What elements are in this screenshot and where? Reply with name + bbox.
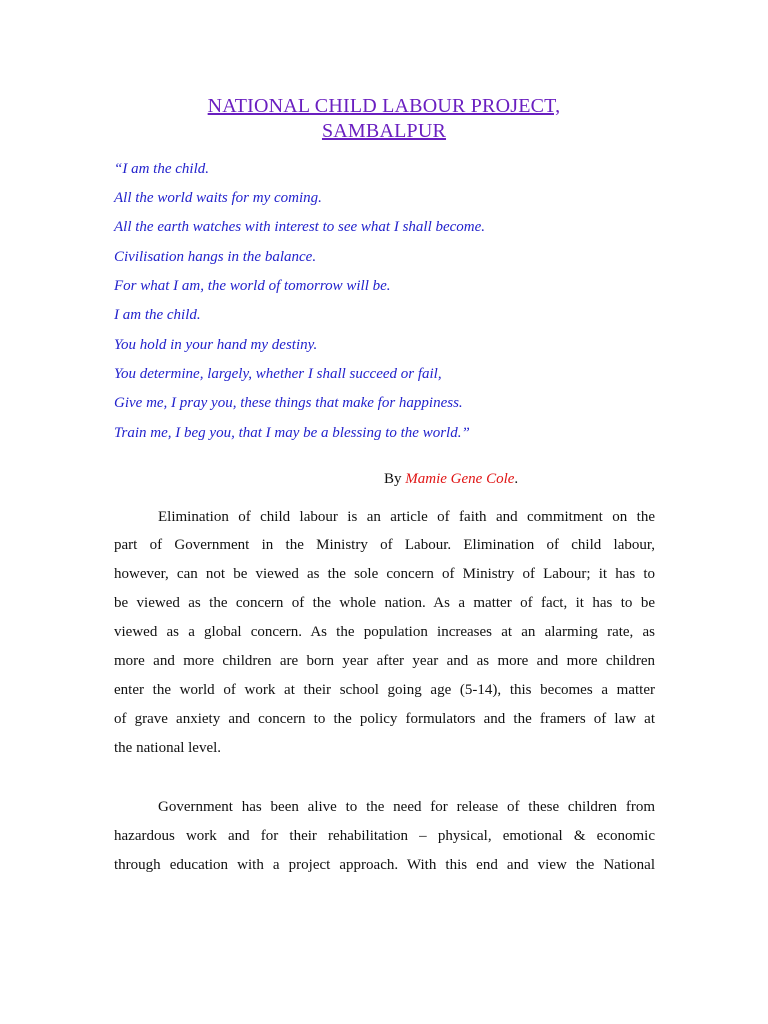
- byline-prefix: By: [384, 471, 406, 487]
- paragraph-line: through education with a project approach. With this end and view the National: [114, 857, 655, 873]
- paragraph-line: enter the world of work at their school going age (5-14), this becomes a matter: [114, 682, 655, 698]
- poem-line: All the world waits for my coming.: [114, 190, 322, 206]
- paragraph-line: viewed as a global concern. As the population increases at an alarming rate, as: [114, 624, 655, 640]
- paragraph-line: part of Government in the Ministry of Labour. Elimination of child labour,: [114, 537, 655, 553]
- paragraph-line: Elimination of child labour is an article of faith and commitment on the: [158, 509, 655, 525]
- poem-line: Train me, I beg you, that I may be a blessing to the world.”: [114, 425, 470, 441]
- paragraph-line: however, can not be viewed as the sole concern of Ministry of Labour; it has to: [114, 566, 655, 582]
- poem-line: For what I am, the world of tomorrow will be.: [114, 278, 391, 294]
- paragraph-line: be viewed as the concern of the whole nation. As a matter of fact, it has to be: [114, 595, 655, 611]
- poem-line: Give me, I pray you, these things that make for happiness.: [114, 395, 463, 411]
- poem-line: I am the child.: [114, 307, 201, 323]
- byline-suffix: .: [514, 471, 519, 487]
- paragraph-line: hazardous work and for their rehabilitation – physical, emotional & economic: [114, 828, 655, 844]
- paragraph-line: Government has been alive to the need for release of these children from: [158, 799, 655, 815]
- poem-line: You hold in your hand my destiny.: [114, 337, 318, 353]
- poem-line: Civilisation hangs in the balance.: [114, 249, 317, 265]
- document-title-line-1: NATIONAL CHILD LABOUR PROJECT,: [207, 95, 561, 117]
- poem-line: You determine, largely, whether I shall succeed or fail,: [114, 366, 442, 382]
- paragraph-line: of grave anxiety and concern to the policy formulators and the framers of law at: [114, 711, 655, 727]
- poem-line: All the earth watches with interest to see what I shall become.: [114, 219, 486, 235]
- paragraph-line: the national level.: [114, 740, 222, 756]
- poem-line: “I am the child.: [114, 161, 209, 177]
- paragraph-line: more and more children are born year after year and as more and more children: [114, 653, 655, 669]
- byline-author: Mamie Gene Cole: [405, 471, 515, 487]
- poem-byline: [384, 470, 518, 488]
- document-title-line-2: SAMBALPUR: [321, 120, 447, 142]
